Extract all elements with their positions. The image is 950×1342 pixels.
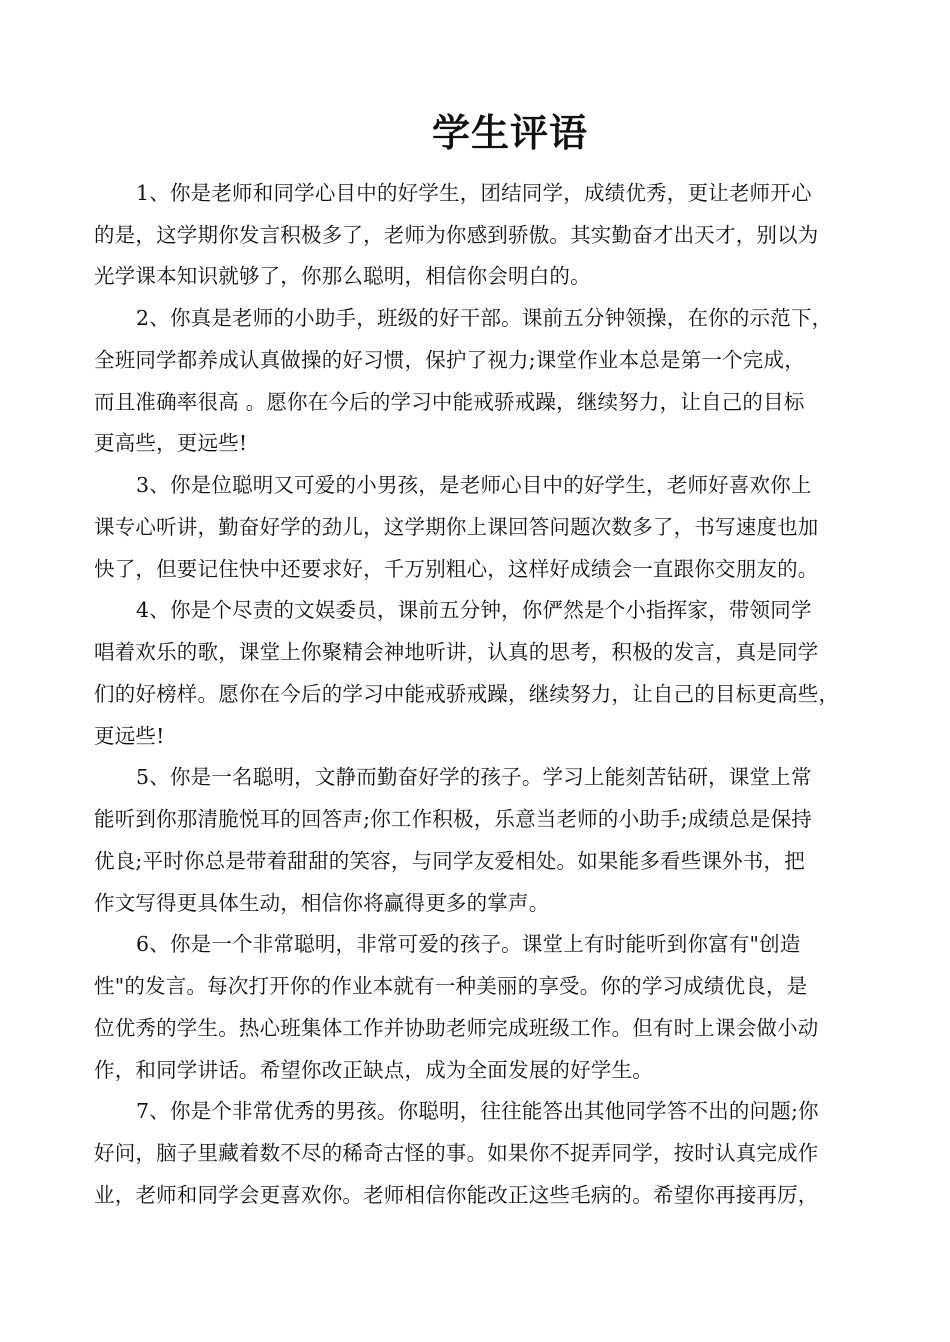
- text-line: 更高些，更远些!: [94, 431, 248, 455]
- text-line: 1、你是老师和同学心目中的好学生，团结同学，成绩优秀，更让老师开心: [136, 181, 812, 205]
- text-line: 光学课本知识就够了，你那么聪明，相信你会明白的。: [94, 264, 591, 288]
- text-line: 而且准确率很高 。愿你在今后的学习中能戒骄戒躁，继续努力，让自己的目标: [94, 390, 805, 414]
- text-line: 2、你真是老师的小助手，班级的好干部。课前五分钟领操，在你的示范下，: [136, 306, 833, 330]
- text-line: 7、你是个非常优秀的男孩。你聪明，往往能答出其他同学答不出的问题;你: [136, 1099, 819, 1123]
- text-line: 性"的发言。每次打开你的作业本就有一种美丽的享受。你的学习成绩优良，是: [94, 974, 808, 998]
- text-line: 6、你是一个非常聪明，非常可爱的孩子。课堂上有时能听到你富有"创造: [136, 932, 801, 956]
- text-line: 3、你是位聪明又可爱的小男孩，是老师心目中的好学生，老师好喜欢你上: [136, 473, 812, 497]
- text-line: 课专心听讲，勤奋好学的劲儿，这学期你上课回答问题次数多了，书写速度也加: [94, 515, 819, 539]
- text-line: 更远些!: [94, 724, 165, 748]
- text-line: 好问，脑子里藏着数不尽的稀奇古怪的事。如果你不捉弄同学，按时认真完成作: [94, 1141, 819, 1165]
- text-line: 作，和同学讲话。希望你改正缺点，成为全面发展的好学生。: [94, 1058, 653, 1082]
- text-line: 的是，这学期你发言积极多了，老师为你感到骄傲。其实勤奋才出天才，别以为: [94, 223, 819, 247]
- text-line: 优良;平时你总是带着甜甜的笑容，与同学友爱相处。如果能多看些课外书，把: [94, 849, 805, 873]
- text-line: 们的好榜样。愿你在今后的学习中能戒骄戒躁，继续努力，让自己的目标更高些，: [94, 682, 840, 706]
- text-line: 5、你是一名聪明，文静而勤奋好学的孩子。学习上能刻苦钻研，课堂上常: [136, 765, 812, 789]
- text-line: 全班同学都养成认真做操的好习惯，保护了视力;课堂作业本总是第一个完成，: [94, 348, 805, 372]
- text-line: 作文写得更具体生动，相信你将赢得更多的掌声。: [94, 891, 550, 915]
- text-line: 快了，但要记住快中还要求好，千万别粗心，这样好成绩会一直跟你交朋友的。: [94, 557, 819, 581]
- text-line: 业，老师和同学会更喜欢你。老师相信你能改正这些毛病的。希望你再接再厉，: [94, 1183, 819, 1207]
- text-line: 位优秀的学生。热心班集体工作并协助老师完成班级工作。但有时上课会做小动: [94, 1016, 819, 1040]
- page-title: 学生评语: [431, 110, 588, 155]
- text-line: 4、你是个尽责的文娱委员，课前五分钟，你俨然是个小指挥家，带领同学: [136, 598, 812, 622]
- text-line: 唱着欢乐的歌，课堂上你聚精会神地听讲，认真的思考，积极的发言，真是同学: [94, 640, 819, 664]
- text-line: 能听到你那清脆悦耳的回答声;你工作积极，乐意当老师的小助手;成绩总是保持: [94, 807, 813, 831]
